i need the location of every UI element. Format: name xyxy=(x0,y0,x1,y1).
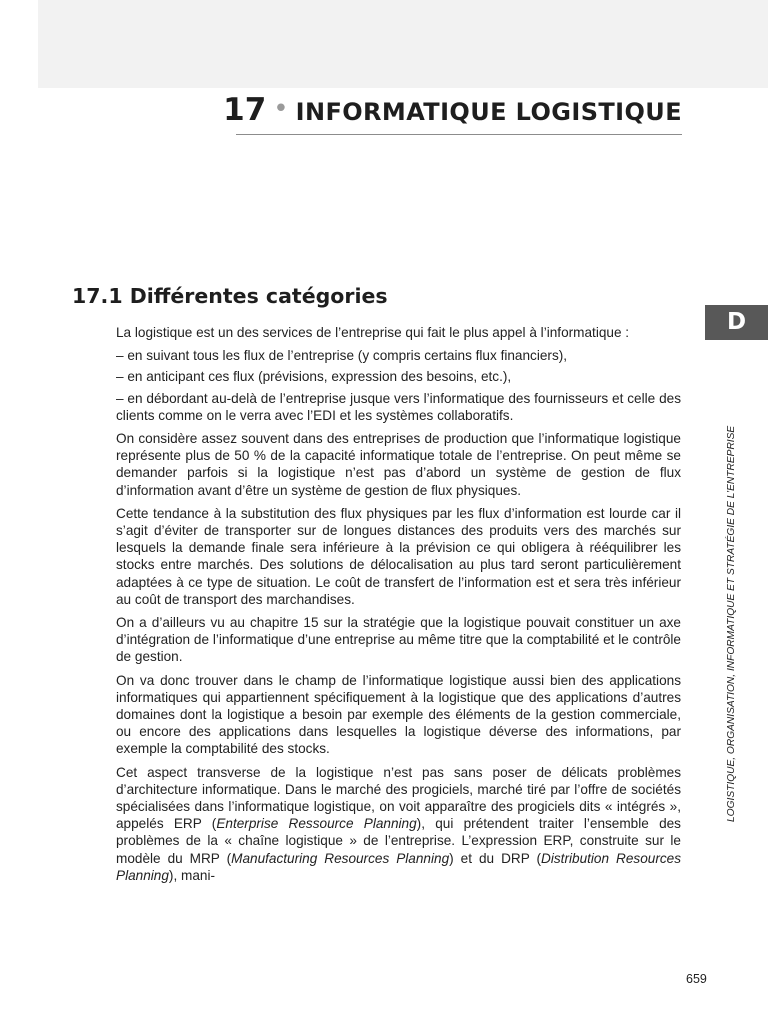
paragraph-5 xyxy=(116,764,681,884)
title-underline xyxy=(236,134,682,135)
header-band xyxy=(38,0,768,88)
list-item: – en suivant tous les flux de l’entreprise (y compris certains flux financiers), xyxy=(116,348,568,364)
text-run: ) et du DRP ( xyxy=(449,850,542,866)
part-tab: D xyxy=(705,305,768,340)
chapter-title xyxy=(223,92,682,128)
text-run: ), qui prétendent traiter l’ensemble des problèmes de la « chaîne logistique » de l’entreprise. L’expression ERP, construite sur le modèle du MRP ( xyxy=(116,816,681,866)
paragraph-4: On va donc trouver dans le champ de l’informatique logistique aussi bien des applications informatiques qui appartiennent spécifiquement à la logistique que des applications d’autres domaines dont la logistique a besoin par exemple des éléments de la gestion commerciale, ou encore des applications dans lesquelles la logistique déverse des informations, par exemple la comptabilité des stocks. xyxy=(116,672,681,757)
body-text xyxy=(116,324,681,890)
text-run: Cet aspect transverse de la logistique n’est pas sans poser de délicats problèmes d’architecture informatique. Dans le marché des progiciels, marché tiré par l’offre de sociétés spécialisées dans l’informatique logistique, on voit apparaître des progiciels dits « intégrés », appelés ERP ( xyxy=(116,764,681,832)
chapter-name: INFORMATIQUE LOGISTIQUE xyxy=(295,98,682,126)
list-item: – en débordant au-delà de l’entreprise jusque vers l’informatique des fournisseurs et celle des clients comme on le verra avec l’EDI et les systèmes collaboratifs. xyxy=(116,390,681,423)
part-side-label: LOGISTIQUE, ORGANISATION, INFORMATIQUE ET STRATÉGIE DE L’ENTREPRISE xyxy=(726,425,737,822)
chapter-number: 17 xyxy=(223,92,267,128)
intro-paragraph: La logistique est un des services de l’entreprise qui fait le plus appel à l’informatique : xyxy=(116,325,630,340)
paragraph-3: On a d’ailleurs vu au chapitre 15 sur la stratégie que la logistique pouvait constituer un axe d’intégration de l’informatique d’une entreprise au même titre que la comptabilité et le contrôle de gestion. xyxy=(116,615,681,665)
mrp-term: Manufacturing Resources Planning xyxy=(231,850,450,866)
section-heading: 17.1 Différentes catégories xyxy=(72,284,388,308)
erp-term: Enterprise Ressource Planning xyxy=(216,816,417,832)
page-number: 659 xyxy=(686,972,707,986)
bullet-separator: • xyxy=(273,94,289,124)
paragraph-1: On considère assez souvent dans des entreprises de production que l’informatique logistique représente plus de 50 % de la capacité informatique totale de l’entreprise. On peut même se demander parfois si la logistique n’est pas d’abord un système de gestion de flux d’information avant d’être un système de gestion de flux physiques. xyxy=(116,431,681,498)
drp-term: Distribution Resources Planning xyxy=(116,850,681,883)
text-run: ), mani- xyxy=(168,867,215,883)
list-item: – en anticipant ces flux (prévisions, expression des besoins, etc.), xyxy=(116,369,512,385)
paragraph-2: Cette tendance à la substitution des flux physiques par les flux d’information est lourde car il s’agit d’éviter de transporter sur de longues distances des produits vers des marchés sur lesquels la demande finale sera inférieure à la prévision ce qui obligera à rééquilibrer les stocks entre marchés. Des solutions de délocalisation au plus tard seront particulièrement adaptées à ce type de situation. Le coût de transfert de l’information est et sera très inférieur au coût de transport des marchandises. xyxy=(116,505,681,607)
